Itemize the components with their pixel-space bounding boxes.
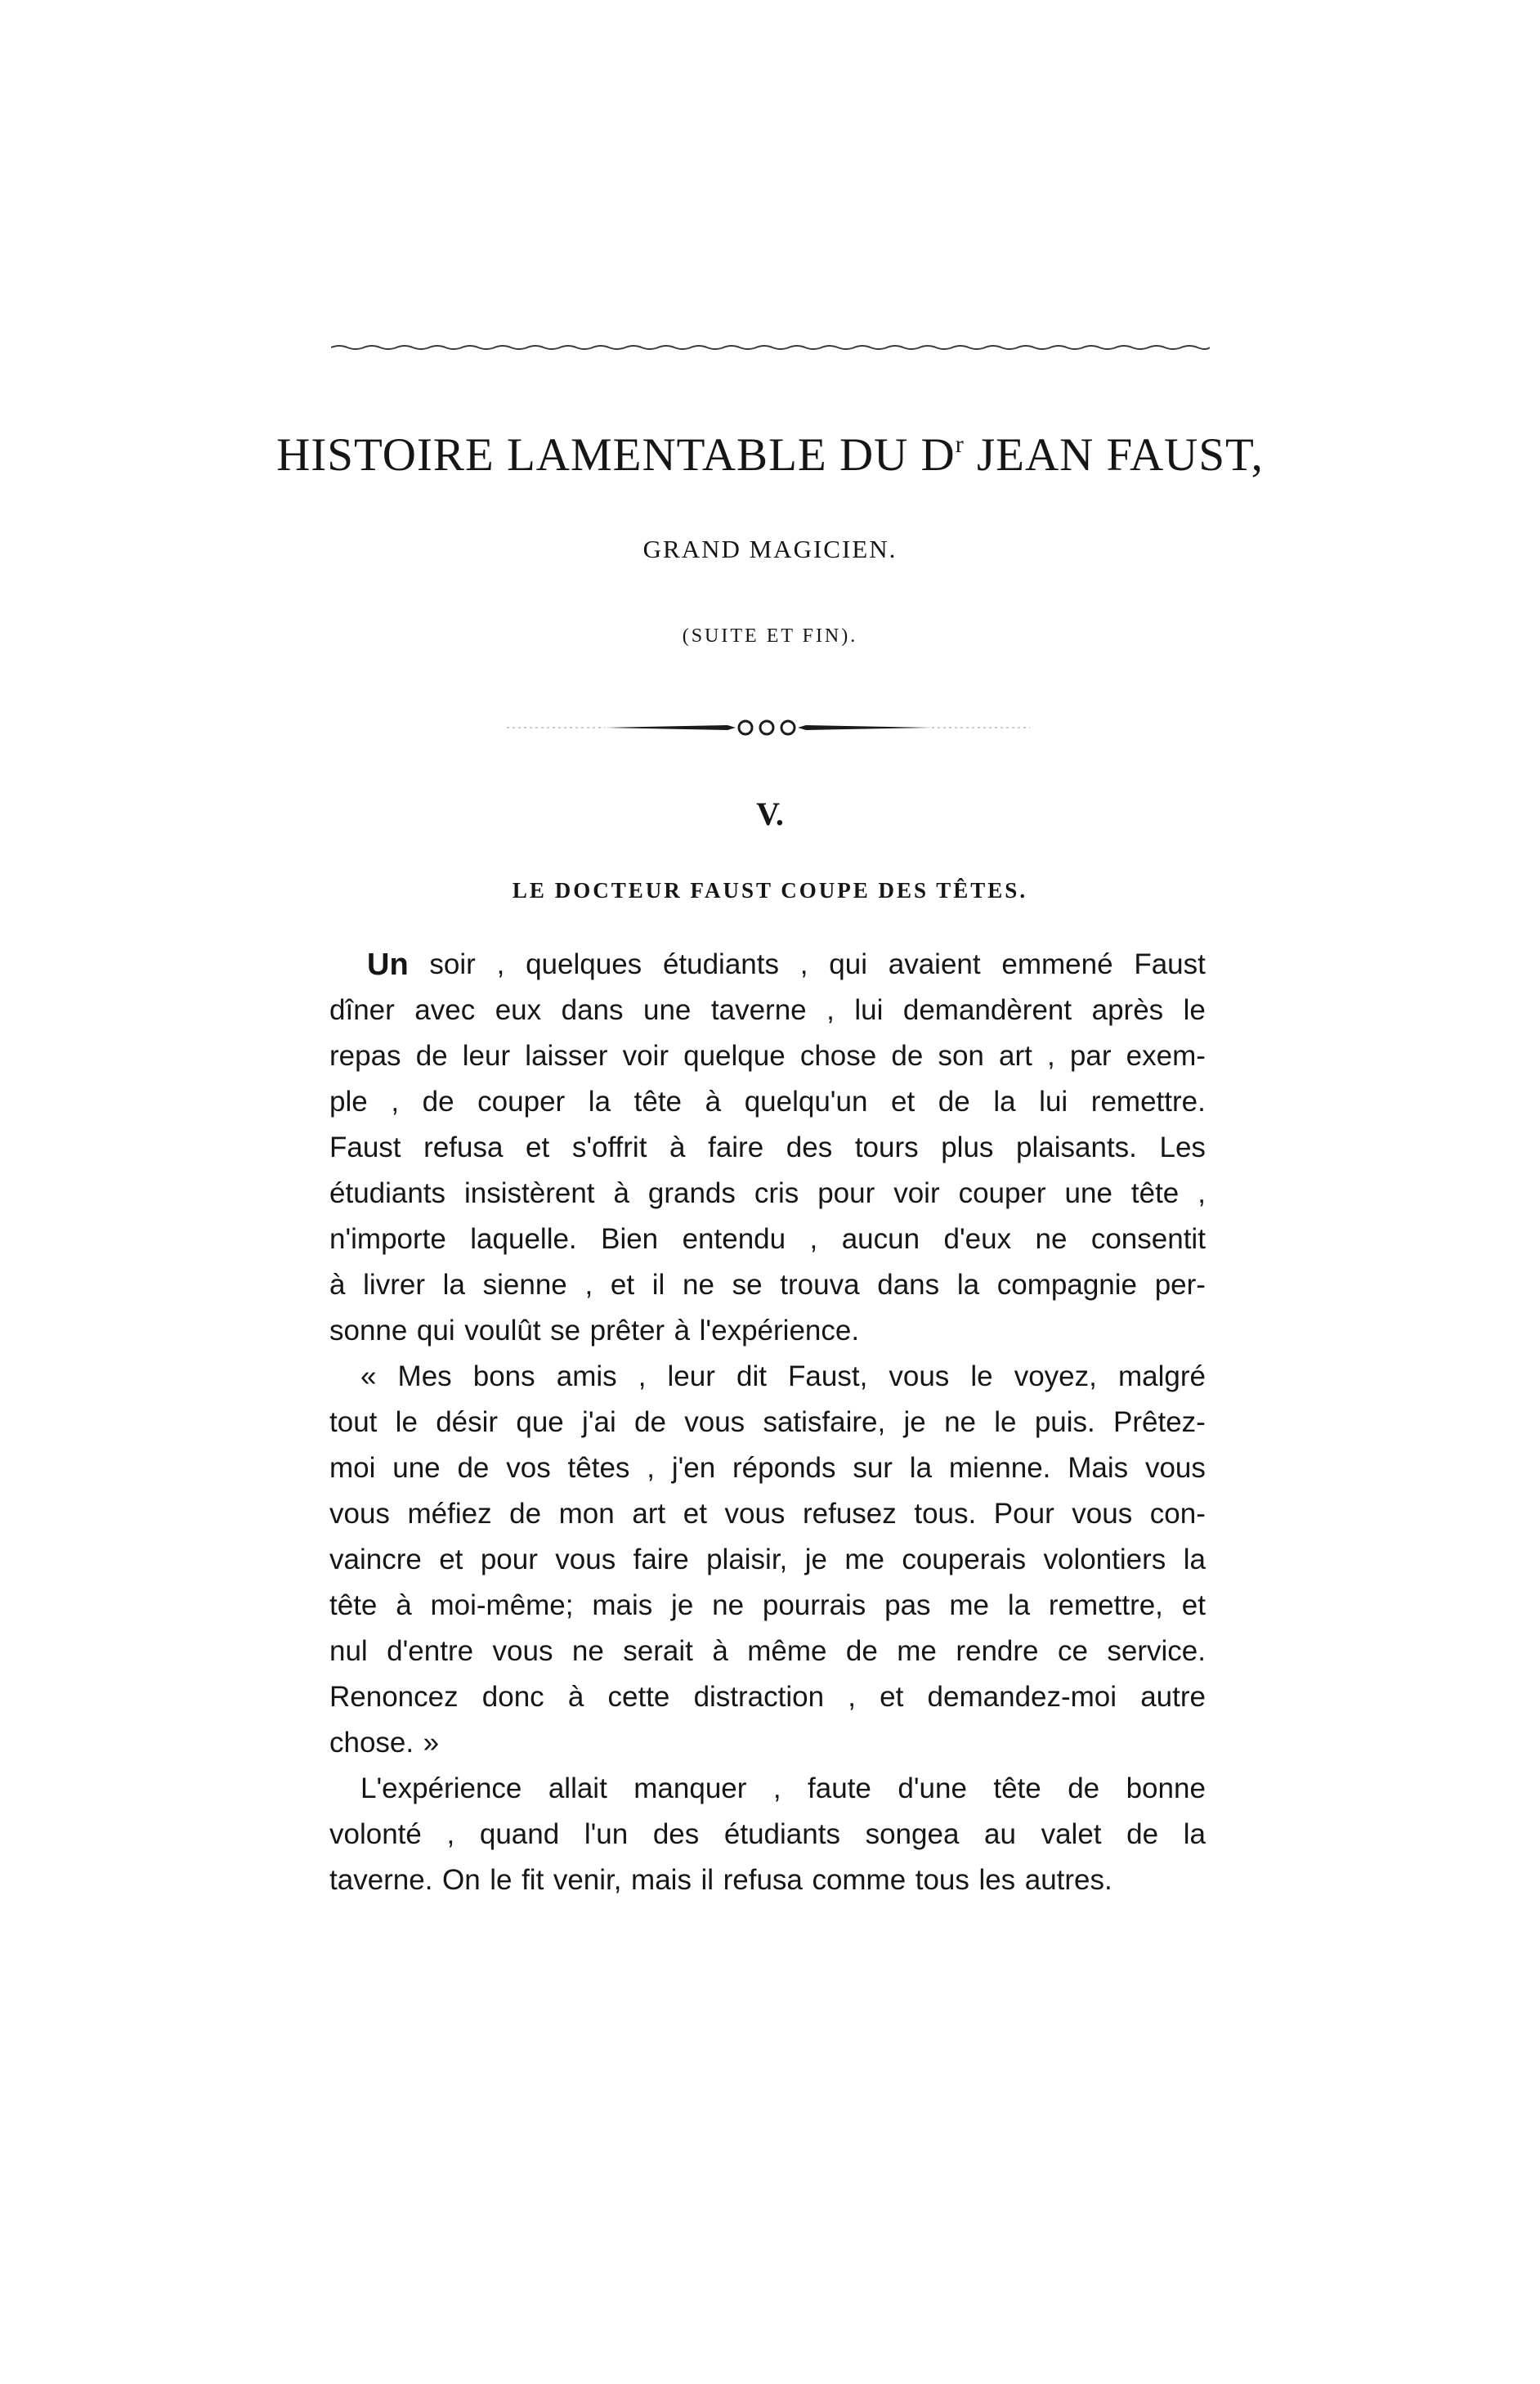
word: de xyxy=(415,1040,448,1072)
word: demandèrent xyxy=(902,994,1072,1026)
word: art xyxy=(999,1040,1032,1072)
word: j'ai xyxy=(582,1406,616,1438)
word: faire xyxy=(633,1544,689,1575)
word: quelques xyxy=(526,948,642,980)
word: la xyxy=(956,1269,980,1301)
word: couper xyxy=(958,1177,1046,1209)
word: Mes xyxy=(397,1360,452,1392)
word: une xyxy=(643,994,692,1026)
word: voyez, xyxy=(1014,1360,1097,1392)
top-decorative-rule xyxy=(331,342,1210,353)
word: d'eux xyxy=(943,1223,1012,1255)
word: me xyxy=(844,1544,884,1575)
word: que xyxy=(516,1406,564,1438)
title-main-after: JEAN FAUST, xyxy=(964,429,1264,481)
word: demandez-moi xyxy=(927,1681,1117,1713)
word: , xyxy=(772,1772,781,1804)
word: et xyxy=(683,1498,707,1530)
word: Les xyxy=(1159,1132,1206,1163)
word: s'offrit xyxy=(571,1132,647,1163)
word: aucun xyxy=(841,1223,920,1255)
text-line xyxy=(329,1171,1206,1217)
title-main-before: HISTOIRE LAMENTABLE DU D xyxy=(276,429,956,481)
word: je xyxy=(804,1544,827,1575)
word: tours xyxy=(854,1132,919,1163)
word: qui xyxy=(416,1315,455,1347)
word: à xyxy=(674,1315,691,1347)
word: plus xyxy=(941,1132,994,1163)
word: autres. xyxy=(1024,1864,1112,1896)
word: son xyxy=(938,1040,984,1072)
text-line xyxy=(329,1674,1206,1720)
word: dans xyxy=(877,1269,940,1301)
text-line xyxy=(329,1125,1206,1171)
word: voir xyxy=(893,1177,940,1209)
word: tous. xyxy=(914,1498,977,1530)
word: leur xyxy=(667,1360,715,1392)
word: il xyxy=(701,1864,714,1896)
word: satisfaire, xyxy=(763,1406,886,1438)
word: au xyxy=(984,1818,1016,1850)
word: de xyxy=(891,1040,924,1072)
word: avaient xyxy=(888,948,981,980)
word: qui xyxy=(829,948,867,980)
word: , xyxy=(584,1269,593,1301)
word: tête xyxy=(329,1589,378,1621)
word: avec xyxy=(414,994,476,1026)
word: taverne. xyxy=(329,1864,433,1896)
word: vaincre xyxy=(329,1544,422,1575)
word: la xyxy=(993,1086,1016,1118)
title-superscript: r xyxy=(955,431,965,458)
word: et xyxy=(880,1681,904,1713)
body-text xyxy=(329,942,1206,1903)
word: et xyxy=(439,1544,463,1575)
word: même xyxy=(747,1635,827,1667)
word: sienne xyxy=(482,1269,567,1301)
word: volonté xyxy=(329,1818,422,1850)
word: bonne xyxy=(1126,1772,1206,1804)
text-line xyxy=(329,1033,1206,1079)
chapter-number: V. xyxy=(756,795,784,832)
word: L'expérience xyxy=(360,1772,522,1804)
word: de xyxy=(1126,1818,1159,1850)
word: une xyxy=(392,1452,441,1484)
word: , xyxy=(391,1086,400,1118)
word: tous xyxy=(915,1864,969,1896)
word: le xyxy=(970,1360,993,1392)
word: per- xyxy=(1154,1269,1206,1301)
word: Faust xyxy=(1134,948,1206,980)
word: malgré xyxy=(1117,1360,1206,1392)
word: sonne xyxy=(329,1315,408,1347)
word: , xyxy=(647,1452,655,1484)
word: couper xyxy=(477,1086,566,1118)
word: et xyxy=(610,1269,635,1301)
word: con- xyxy=(1149,1498,1206,1530)
word: de xyxy=(634,1406,666,1438)
word: de xyxy=(422,1086,454,1118)
text-line xyxy=(329,1400,1206,1445)
page-subtitle: GRAND MAGICIEN. xyxy=(642,535,898,563)
word: chose. xyxy=(329,1727,414,1759)
word: faire xyxy=(708,1132,764,1163)
word: repas xyxy=(329,1040,401,1072)
word: moi xyxy=(329,1452,376,1484)
word: , xyxy=(638,1360,647,1392)
word: fit xyxy=(522,1864,544,1896)
text-line xyxy=(329,1629,1206,1674)
word: venir, xyxy=(553,1864,622,1896)
chapter-title: LE DOCTEUR FAUST COUPE DES TÊTES. xyxy=(512,878,1028,903)
word: refusez xyxy=(803,1498,897,1530)
word: refusa xyxy=(423,1132,504,1163)
word: mais xyxy=(592,1589,653,1621)
word: insistèrent xyxy=(464,1177,595,1209)
word: de xyxy=(845,1635,878,1667)
word: le xyxy=(994,1406,1017,1438)
word: ne xyxy=(683,1269,714,1301)
word: « xyxy=(360,1360,377,1392)
word: manquer xyxy=(633,1772,747,1804)
word: cris xyxy=(754,1177,799,1209)
word: lui xyxy=(854,994,884,1026)
text-line xyxy=(329,1079,1206,1125)
word: entendu xyxy=(682,1223,786,1255)
word: vous xyxy=(724,1498,786,1530)
word: mon xyxy=(558,1498,615,1530)
word: vous xyxy=(329,1498,390,1530)
word: compagnie xyxy=(996,1269,1138,1301)
word: soir xyxy=(429,948,476,980)
word: me xyxy=(949,1589,989,1621)
word: songea xyxy=(865,1818,960,1850)
word: taverne xyxy=(710,994,807,1026)
word: la xyxy=(442,1269,465,1301)
word: voulût xyxy=(464,1315,541,1347)
word: des xyxy=(652,1818,700,1850)
word: des xyxy=(786,1132,833,1163)
word: à xyxy=(712,1635,728,1667)
text-line xyxy=(329,1308,1206,1354)
word: laquelle. xyxy=(470,1223,577,1255)
word: prêter xyxy=(589,1315,665,1347)
word: tête xyxy=(633,1086,683,1118)
word: rendre xyxy=(956,1635,1039,1667)
word: chose xyxy=(799,1040,877,1072)
word: la xyxy=(1183,1818,1206,1850)
word: exem- xyxy=(1126,1040,1206,1072)
word: Bien xyxy=(601,1223,659,1255)
word: dans xyxy=(561,994,624,1026)
word: emmené xyxy=(1001,948,1113,980)
word: l'un xyxy=(584,1818,629,1850)
word: tout xyxy=(329,1406,378,1438)
word: distraction xyxy=(693,1681,825,1713)
word: allait xyxy=(548,1772,607,1804)
word: méfiez xyxy=(407,1498,492,1530)
text-line xyxy=(329,1217,1206,1262)
word: , xyxy=(809,1223,818,1255)
word: livrer xyxy=(363,1269,425,1301)
word: ne xyxy=(1035,1223,1068,1255)
word: Un xyxy=(367,948,409,982)
word: se xyxy=(732,1269,763,1301)
word: têtes xyxy=(567,1452,630,1484)
word: à xyxy=(705,1086,722,1118)
word: nul xyxy=(329,1635,368,1667)
word: ne xyxy=(944,1406,976,1438)
word: Prêtez- xyxy=(1113,1406,1206,1438)
word: ne xyxy=(712,1589,745,1621)
ornamental-divider xyxy=(507,714,1030,742)
word: Faust, xyxy=(788,1360,868,1392)
text-line xyxy=(329,1720,1206,1766)
word: la xyxy=(1007,1589,1031,1621)
word: une xyxy=(1064,1177,1112,1209)
word: et xyxy=(891,1086,915,1118)
word: volontiers xyxy=(1043,1544,1166,1575)
word: art xyxy=(632,1498,666,1530)
text-line xyxy=(329,1354,1206,1400)
word: vous xyxy=(492,1635,553,1667)
page-title xyxy=(0,429,1540,481)
word: remettre. xyxy=(1090,1086,1206,1118)
word: vos xyxy=(506,1452,551,1484)
word: à xyxy=(329,1269,346,1301)
text-line xyxy=(329,942,1206,988)
word: quelque xyxy=(683,1040,786,1072)
word: , xyxy=(799,948,808,980)
word: eux xyxy=(495,994,542,1026)
word: Faust xyxy=(329,1132,401,1163)
word: puis. xyxy=(1034,1406,1095,1438)
word: et xyxy=(1181,1589,1206,1621)
word: , xyxy=(1047,1040,1055,1072)
text-line xyxy=(329,1583,1206,1629)
word: étudiants xyxy=(662,948,779,980)
word: l'expérience. xyxy=(699,1315,860,1347)
text-line xyxy=(329,1766,1206,1812)
word: ce xyxy=(1057,1635,1088,1667)
word: serait xyxy=(623,1635,693,1667)
text-line xyxy=(329,1537,1206,1583)
word: faute xyxy=(808,1772,871,1804)
word: moi-même; xyxy=(430,1589,574,1621)
word: amis xyxy=(556,1360,617,1392)
word: sur xyxy=(853,1452,893,1484)
word: à xyxy=(567,1681,584,1713)
word: étudiants xyxy=(329,1177,446,1209)
word: mienne. xyxy=(948,1452,1051,1484)
word: de xyxy=(938,1086,970,1118)
word: la xyxy=(909,1452,933,1484)
word: trouva xyxy=(780,1269,860,1301)
text-line xyxy=(329,1445,1206,1491)
word: » xyxy=(423,1727,440,1759)
word: de xyxy=(509,1498,542,1530)
word: se xyxy=(550,1315,581,1347)
word: valet xyxy=(1041,1818,1102,1850)
word: , xyxy=(496,948,505,980)
word: les xyxy=(978,1864,1016,1896)
word: réponds xyxy=(732,1452,836,1484)
word: pourrais xyxy=(762,1589,866,1621)
word: à xyxy=(396,1589,412,1621)
word: plaisants. xyxy=(1016,1132,1137,1163)
word: , xyxy=(1198,1177,1206,1209)
word: et xyxy=(526,1132,550,1163)
word: autre xyxy=(1140,1681,1206,1713)
suite-et-fin-label: (SUITE ET FIN). xyxy=(682,625,858,647)
word: laisser xyxy=(525,1040,608,1072)
word: me xyxy=(897,1635,937,1667)
word: service. xyxy=(1107,1635,1206,1667)
word: lui xyxy=(1039,1086,1068,1118)
word: refusa xyxy=(723,1864,803,1896)
word: Renoncez xyxy=(329,1681,459,1713)
word: d'une xyxy=(898,1772,967,1804)
word: quand xyxy=(479,1818,560,1850)
word: , xyxy=(848,1681,856,1713)
text-line xyxy=(329,988,1206,1033)
word: bons xyxy=(472,1360,535,1392)
word: de xyxy=(1068,1772,1100,1804)
word: , xyxy=(446,1818,455,1850)
word: le xyxy=(395,1406,418,1438)
word: , xyxy=(826,994,835,1026)
text-line xyxy=(329,1857,1206,1903)
word: ne xyxy=(571,1635,604,1667)
word: pour xyxy=(817,1177,875,1209)
word: plaisir, xyxy=(706,1544,788,1575)
word: tête xyxy=(993,1772,1041,1804)
word: Mais xyxy=(1068,1452,1129,1484)
word: grands xyxy=(647,1177,736,1209)
word: leur xyxy=(462,1040,511,1072)
word: pour xyxy=(480,1544,538,1575)
word: voir xyxy=(622,1040,669,1072)
word: de xyxy=(457,1452,490,1484)
word: Pour xyxy=(993,1498,1054,1530)
word: je xyxy=(903,1406,926,1438)
word: il xyxy=(651,1269,665,1301)
word: étudiants xyxy=(723,1818,840,1850)
word: tête xyxy=(1130,1177,1180,1209)
text-line xyxy=(329,1491,1206,1537)
word: couperais xyxy=(902,1544,1027,1575)
word: quelqu'un xyxy=(744,1086,868,1118)
word: vous xyxy=(684,1406,745,1438)
word: après xyxy=(1091,994,1164,1026)
word: la xyxy=(1183,1544,1206,1575)
word: la xyxy=(588,1086,611,1118)
text-line xyxy=(329,1262,1206,1308)
word: ple xyxy=(329,1086,368,1118)
word: donc xyxy=(481,1681,544,1713)
word: je xyxy=(671,1589,694,1621)
word: à xyxy=(669,1132,686,1163)
word: pas xyxy=(884,1589,931,1621)
word: cette xyxy=(607,1681,670,1713)
word: consentit xyxy=(1090,1223,1206,1255)
word: n'importe xyxy=(329,1223,446,1255)
word: mais xyxy=(631,1864,692,1896)
word: d'entre xyxy=(387,1635,474,1667)
word: le xyxy=(490,1864,513,1896)
text-line xyxy=(329,1812,1206,1857)
word: j'en xyxy=(671,1452,716,1484)
word: dit xyxy=(736,1360,767,1392)
word: dîner xyxy=(329,994,395,1026)
word: vous xyxy=(1072,1498,1133,1530)
word: vous xyxy=(555,1544,616,1575)
word: vous xyxy=(889,1360,950,1392)
word: On xyxy=(442,1864,481,1896)
word: vous xyxy=(1144,1452,1206,1484)
word: comme xyxy=(812,1864,907,1896)
word: désir xyxy=(436,1406,499,1438)
word: à xyxy=(613,1177,629,1209)
word: le xyxy=(1183,994,1206,1026)
word: par xyxy=(1069,1040,1112,1072)
word: remettre, xyxy=(1048,1589,1163,1621)
